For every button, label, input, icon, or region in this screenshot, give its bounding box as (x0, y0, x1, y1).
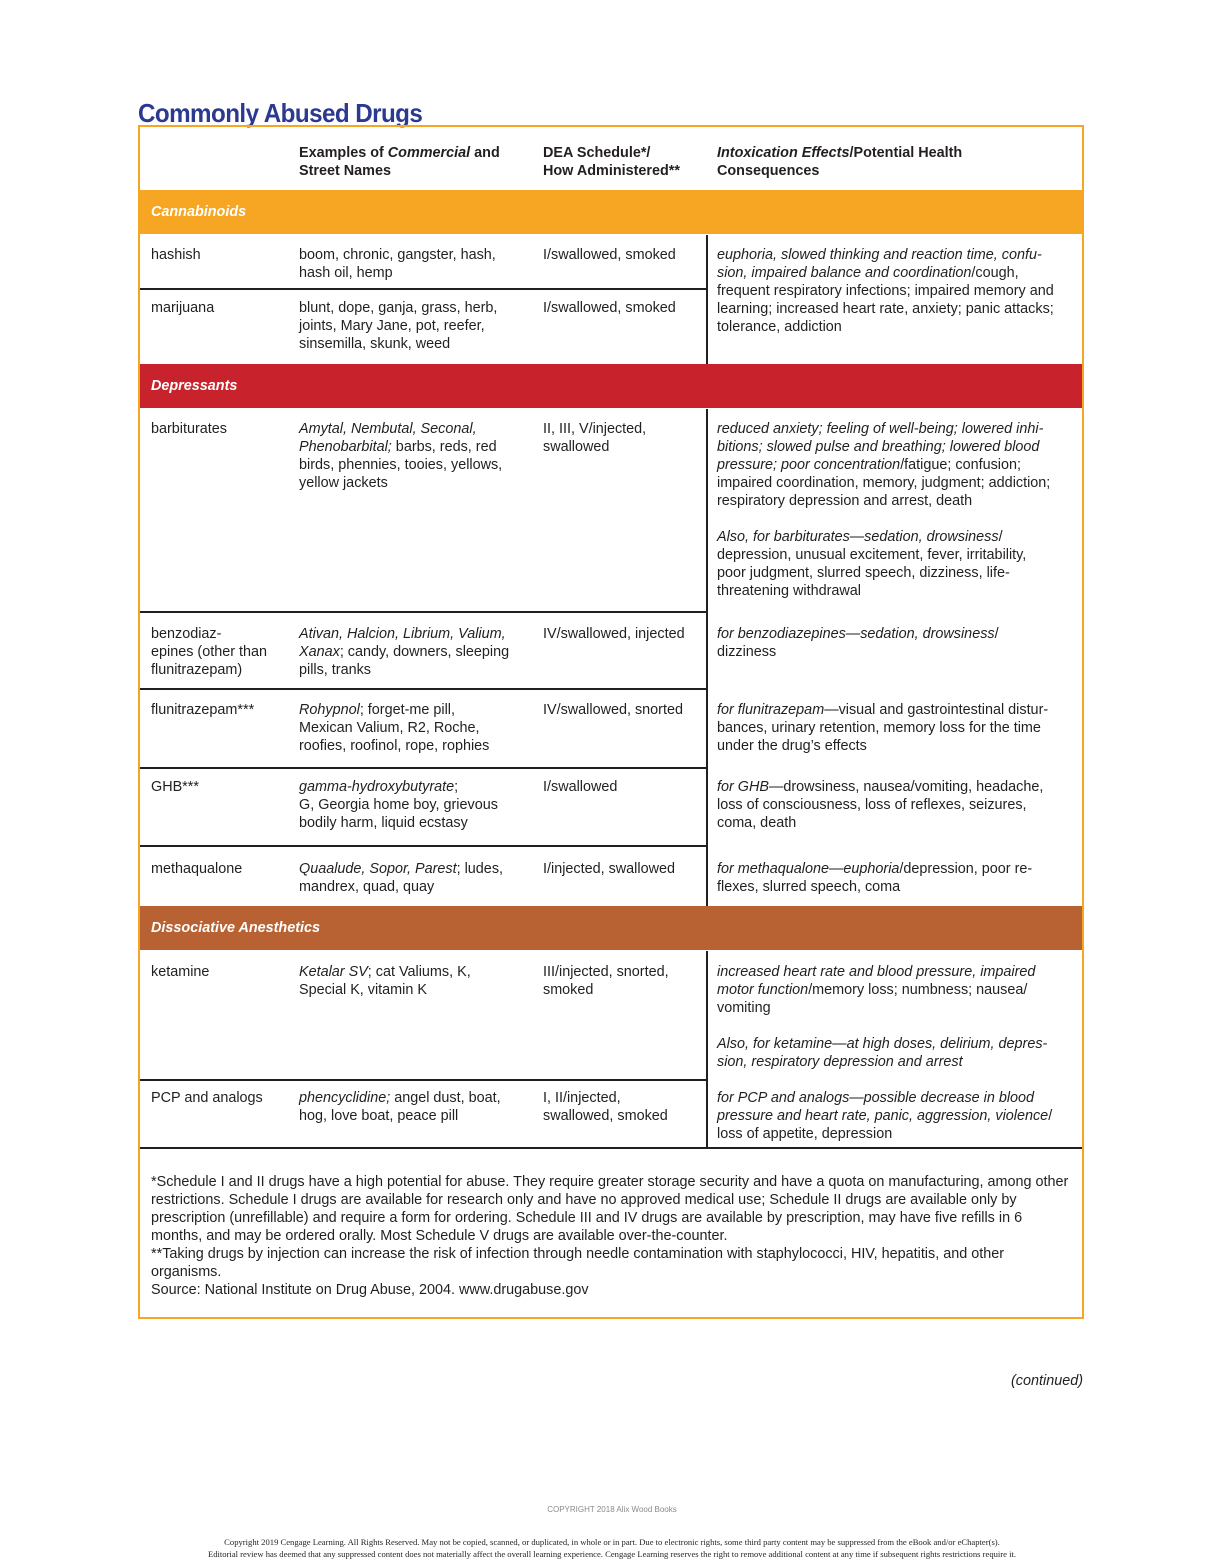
street-names-hashish: boom, chronic, gangster, hash, hash oil, hemp (299, 247, 496, 281)
drug-name-marijuana: marijuana (151, 300, 215, 316)
legal-notice: Copyright 2019 Cengage Learning. All Rights Reserved. May not be copied, scanned, or duplicated, in whole or in part. Due to electronic rights, some third party content may be suppressed from the eBook and/or eChapter(s). Editorial review has deemed that any suppressed content does not materially affect the overall learning experience. Cengage Learning reserves the right to remove additional content at any time if subsequent rights restrictions require it. (207, 1537, 1017, 1559)
effects-benzodiazepines: for benzodiazepines—sedation, drowsiness/ dizziness (717, 626, 999, 660)
street-names-ketamine: Ketalar SV; cat Valiums, K, Special K, vitamin K (299, 964, 471, 998)
schedule-barbiturates: II, III, V/injected, swallowed (543, 421, 647, 455)
schedule-flunitrazepam: IV/swallowed, snorted (543, 702, 683, 718)
street-names-pcp: phencyclidine; angel dust, boat, hog, love boat, peace pill (299, 1090, 501, 1124)
effects-depressants: reduced anxiety; feeling of well-being; lowered inhi- bitions; slowed pulse and breathing; lowered blood pressure; poor concentration/fatigue; confusion; impaired coordination, memory, judgment; addiction; respiratory depression and arrest, death (717, 421, 1051, 509)
footnote-injection: **Taking drugs by injection can increase the risk of infection through needle contamination with staphylococci, HIV, hepatitis, and other organisms. (151, 1246, 1005, 1280)
effects-dissociative: increased heart rate and blood pressure, impaired motor function/memory loss; numbness; nausea/ vomiting (717, 964, 1036, 1016)
header-effects: Intoxication Effects/Potential Health Consequences (717, 145, 963, 179)
drug-name-pcp: PCP and analogs (151, 1090, 263, 1106)
street-names-barbiturates: Amytal, Nembutal, Seconal, Phenobarbital; barbs, reds, red birds, phennies, tooies, yellows, yellow jackets (299, 421, 503, 491)
effects-ghb: for GHB—drowsiness, nausea/vomiting, headache, loss of consciousness, loss of reflexes, seizures, coma, death (717, 779, 1044, 831)
drug-name-hashish: hashish (151, 247, 201, 263)
row-divider (140, 845, 706, 847)
section-dissociative-anesthetics: Dissociative Anesthetics (140, 906, 1082, 950)
row-divider (140, 1079, 706, 1081)
footnote-schedule: *Schedule I and II drugs have a high potential for abuse. They require greater storage security and have a quota on manufacturing, among other restrictions. Schedule I drugs are available for research only and have no approved medical use; Schedule II drugs are available only by prescription (unrefillable) and require a form for ordering. Schedule III and IV drugs are available by prescription, may have five refills in 6 months, and may be ordered orally. Most Schedule V drugs are available over-the-counter. (151, 1174, 1069, 1244)
column-divider (706, 409, 708, 906)
effects-ketamine-also: Also, for ketamine—at high doses, delirium, depres- sion, respiratory depression and arrest (717, 1036, 1048, 1070)
street-names-methaqualone: Quaalude, Sopor, Parest; ludes, mandrex, quad, quay (299, 861, 504, 895)
row-divider (140, 288, 706, 290)
street-names-flunitrazepam: Rohypnol; forget-me pill, Mexican Valium, R2, Roche, roofies, roofinol, rope, rophies (299, 702, 490, 754)
row-divider (140, 611, 706, 613)
street-names-ghb: gamma-hydroxybutyrate; G, Georgia home boy, grievous bodily harm, liquid ecstasy (299, 779, 498, 831)
drug-name-benzodiazepines: benzodiaz- epines (other than flunitrazepam) (151, 626, 268, 678)
street-names-marijuana: blunt, dope, ganja, grass, herb, joints, Mary Jane, pot, reefer, sinsemilla, skunk, weed (299, 300, 498, 352)
page-title: Commonly Abused Drugs (138, 98, 423, 128)
image-copyright: COPYRIGHT 2018 Alix Wood Books (547, 1505, 677, 1514)
schedule-methaqualone: I/injected, swallowed (543, 861, 675, 877)
header-dea-schedule: DEA Schedule*/ How Administered** (543, 145, 680, 179)
drug-name-ketamine: ketamine (151, 964, 210, 980)
drug-table-box (138, 125, 1084, 1319)
row-divider (140, 688, 706, 690)
schedule-ketamine: III/injected, snorted, smoked (543, 964, 669, 998)
drug-name-methaqualone: methaqualone (151, 861, 243, 877)
schedule-marijuana: I/swallowed, smoked (543, 300, 676, 316)
schedule-hashish: I/swallowed, smoked (543, 247, 676, 263)
table-bottom-rule (140, 1147, 1082, 1149)
effects-barbiturates-also: Also, for barbiturates—sedation, drowsiness/ depression, unusual excitement, fever, irritability, poor judgment, slurred speech, dizziness, life- threatening withdrawal (717, 529, 1027, 599)
drug-name-ghb: GHB*** (151, 779, 199, 795)
schedule-benzodiazepines: IV/swallowed, injected (543, 626, 685, 642)
schedule-ghb: I/swallowed (543, 779, 618, 795)
schedule-pcp: I, II/injected, swallowed, smoked (543, 1090, 668, 1124)
drug-name-flunitrazepam: flunitrazepam*** (151, 702, 255, 718)
section-cannabinoids: Cannabinoids (140, 190, 1082, 234)
section-depressants: Depressants (140, 364, 1082, 408)
header-examples: Examples of Commercial and Street Names (299, 145, 500, 179)
column-divider (706, 235, 708, 364)
effects-flunitrazepam: for flunitrazepam—visual and gastrointestinal distur- bances, urinary retention, memory loss for the time under the drug’s effects (717, 702, 1049, 754)
street-names-benzodiazepines: Ativan, Halcion, Librium, Valium, Xanax; candy, downers, sleeping pills, tranks (299, 626, 510, 678)
footnotes (151, 1173, 1076, 1299)
row-divider (140, 767, 706, 769)
effects-pcp: for PCP and analogs—possible decrease in blood pressure and heart rate, panic, aggression, violence/ loss of appetite, depression (717, 1090, 1053, 1142)
continued-label: (continued) (1011, 1373, 1083, 1389)
drug-name-barbiturates: barbiturates (151, 421, 227, 437)
footnote-source: Source: National Institute on Drug Abuse, 2004. www.drugabuse.gov (151, 1282, 589, 1298)
column-divider (706, 951, 708, 1147)
effects-methaqualone: for methaqualone—euphoria/depression, poor re- flexes, slurred speech, coma (717, 861, 1033, 895)
effects-cannabinoids: euphoria, slowed thinking and reaction time, confu- sion, impaired balance and coordination/cough, frequent respiratory infections; impaired memory and learning; increased heart rate, anxiety; panic attacks; tolerance, addiction (717, 247, 1054, 335)
